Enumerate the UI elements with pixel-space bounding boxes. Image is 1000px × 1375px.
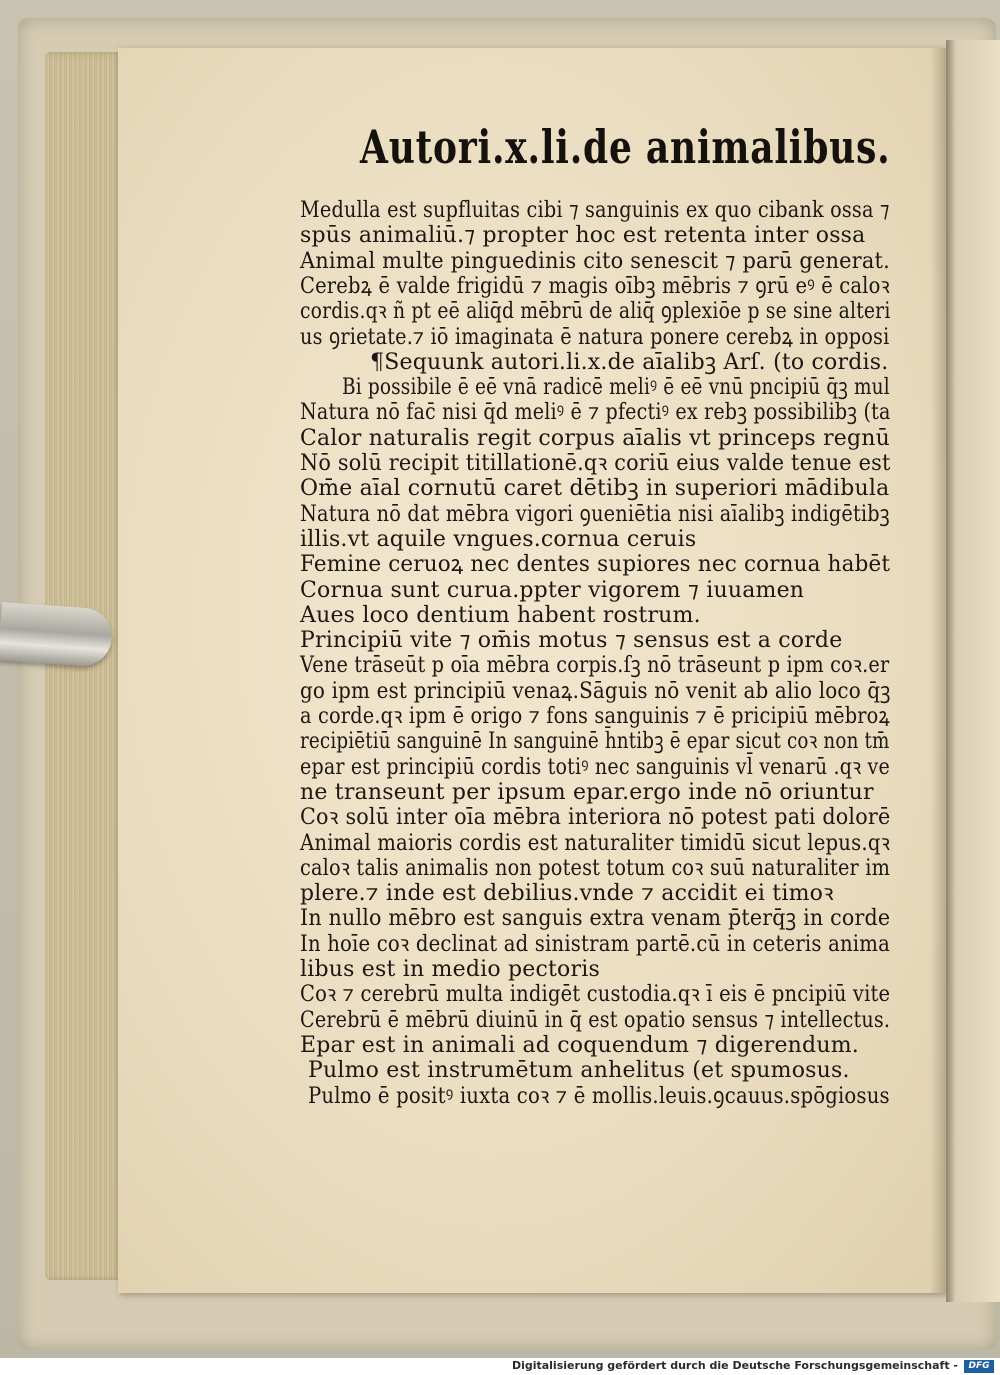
text-line: ne transeunt per ipsum epar.ergo inde nō oriuntur <box>300 780 874 805</box>
page-edges <box>45 52 123 1280</box>
text-line: epar est principiū cordis totiꝰ nec sanguinis vl̄ venarū .qꝛ ve <box>300 755 890 780</box>
text-line: Pulmo ē positꝰ iuxta coꝛ ⁊ ē mollis.leuis.ꝯcauus.spōgiosus <box>308 1084 890 1109</box>
text-line: recipiētiū sanguinē In sanguinē h̄ntibꝫ ē epar sicut coꝛ non tm̄ <box>300 729 890 754</box>
text-line: Natura nō fac̄ nisi q̄d meliꝰ ē ⁊ pfectiꝰ ex rebꝫ possibilibꝫ (ta <box>300 400 891 425</box>
text-line: Femine ceruoꝝ nec dentes supiores nec cornua habēt <box>300 552 891 577</box>
text-line: In nullo mēbro est sanguis extra venam p̄terq̄ꝫ in corde <box>300 906 891 931</box>
footer-credit: Digitalisierung gefördert durch die Deutsche Forschungsgemeinschaft - <box>511 1359 958 1372</box>
text-line: a corde.qꝛ ipm ē origo ⁊ fons sanguinis ⁊ ē pricipiū mēbroꝝ <box>300 704 890 729</box>
text-line: Principiū vite ⁊ om̄is motus ⁊ sensus est a corde <box>300 628 843 653</box>
text-line: Bi possibile ē eē vnā radicē meliꝰ ē eē vnū pncipiū q̄ꝫ mul <box>342 375 890 400</box>
text-line: Calor naturalis regit corpus aīalis vt princeps regnū <box>300 426 890 451</box>
text-line: us ꝯrietate.⁊ iō imaginata ē natura ponere cerebꝝ in opposi <box>300 325 890 350</box>
text-line: Natura nō dat mēbra vigori ꝯueniētia nisi aīalibꝫ indigētibꝫ <box>300 502 890 527</box>
text-line: libus est in medio pectoris <box>300 957 600 982</box>
text-line: Coꝛ ⁊ cerebrū multa indigēt custodia.qꝛ ī eis ē pncipiū vite <box>300 982 891 1007</box>
text-line: Om̄e aīal cornutū caret dētibꝫ in superiori mādibula <box>300 476 890 501</box>
glass-page-weight <box>0 602 114 668</box>
text-line: In hoīe coꝛ declinat ad sinistram partē.cū in ceteris anima <box>300 932 890 957</box>
text-line: ¶Sequunk autori.li.x.de aīalibꝫ Arſ. (to cordis. <box>370 350 889 375</box>
text-line: illis.vt aquile vngues.cornua ceruis <box>300 527 697 552</box>
text-line: Medulla est supfluitas cibi ⁊ sanguinis ex quo cibank ossa ⁊ <box>300 198 890 223</box>
text-line: Nō solū recipit titillationē.qꝛ coriū eius valde tenue est <box>300 451 891 476</box>
text-line: go ipm est principiū venaꝝ.Sāguis nō venit ab alio loco q̄ꝫ <box>300 679 891 704</box>
text-line: Aues loco dentium habent rostrum. <box>300 603 701 628</box>
facing-page <box>946 40 1000 1302</box>
text-line: Cornua sunt curua.ppter vigorem ⁊ iuuamen <box>300 578 805 603</box>
dfg-logo: DFG <box>964 1360 994 1373</box>
text-line: Epar est in animali ad coquendum ⁊ digerendum. <box>300 1033 859 1058</box>
text-line: spūs animaliū.⁊ propter hoc est retenta inter ossa <box>300 223 866 248</box>
text-line: caloꝛ talis animalis non potest totum coꝛ suū naturaliter im <box>300 856 891 881</box>
text-line: Animal multe pinguedinis cito senescit ⁊ parū generat. <box>300 249 890 274</box>
text-line: plere.⁊ inde est debilius.vnde ⁊ accidit ei timoꝛ <box>300 881 834 906</box>
text-line: Pulmo est instrumētum anhelitus (et spumosus. <box>308 1058 850 1083</box>
text-line: Cerebrū ē mēbrū diuinū in q̄ est opatio sensus ⁊ intellectus. <box>300 1008 891 1033</box>
text-line: Coꝛ solū inter oīa mēbra interiora nō potest pati dolorē <box>300 805 891 830</box>
text-line: Animal maioris cordis est naturaliter timidū sicut lepus.qꝛ <box>300 831 891 856</box>
text-line: Vene trāseūt p oīa mēbra corpis.ſꝫ nō trāseunt p ipm coꝛ.er <box>300 653 890 678</box>
text-line: Cerebꝝ ē valde frigidū ⁊ magis oībꝫ mēbris ⁊ ꝯrū eꝰ ē caloꝛ <box>300 274 890 299</box>
page-heading: Autori.x.li.de animalibus. <box>360 120 891 174</box>
text-line: cordis.qꝛ ñ pt eē aliq̄d mēbrū de aliq̄ ꝯplexiōe p se sine alteri <box>300 299 891 324</box>
